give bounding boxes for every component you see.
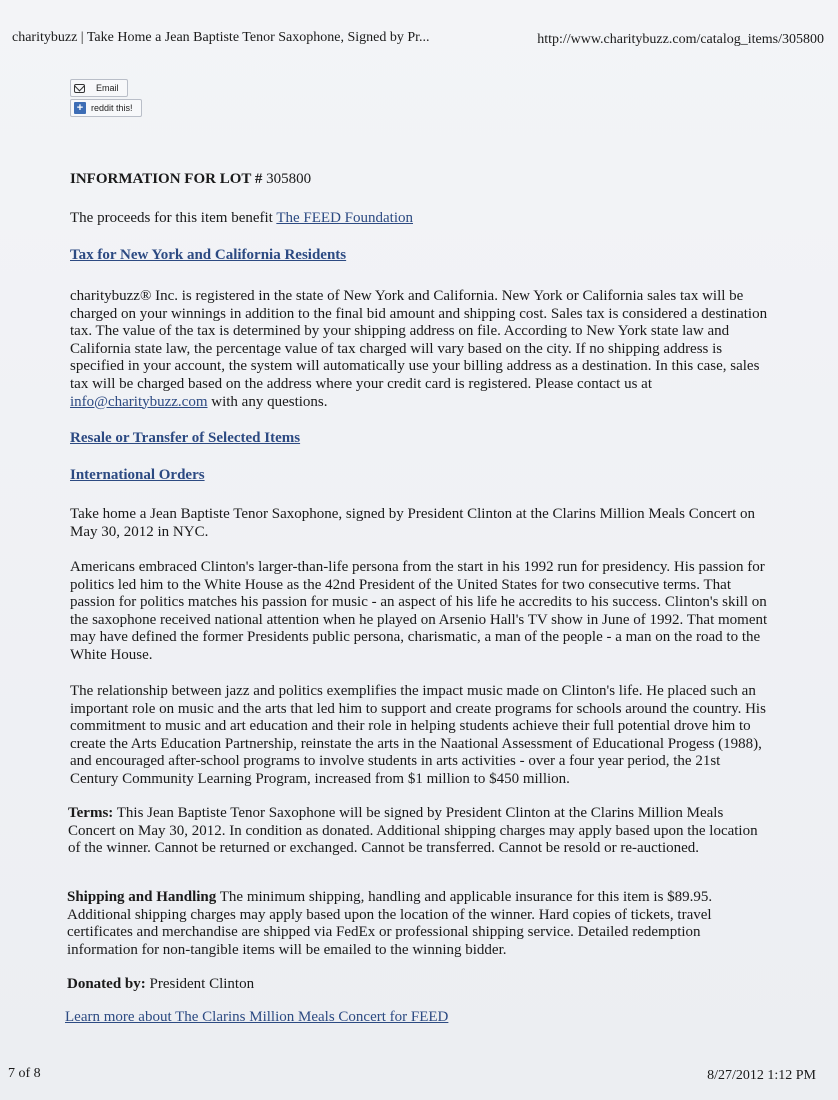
- email-button[interactable]: [70, 79, 128, 97]
- benefit-line: [70, 210, 770, 228]
- jazz-paragraph: The relationship between jazz and politics exemplifies the impact music made on Clinton's life. He placed such an important role on music and the arts that led him to support and create programs for schools around the country. His commitment to music and art education and their role in helping students achieve their full potential drove him to create the Arts Education Partnership, reinstate the arts in the Naational Assessment of Educational Progess (1988), and encouraged after-school programs to involve students in arts activities - over a four year period, the 21st Century Community Learning Program, increased from $1 million to $450 million.: [70, 683, 766, 787]
- donor-line: [67, 976, 767, 994]
- email-button-label: Email: [96, 83, 119, 93]
- tax-body-end: with any questions.: [211, 393, 328, 410]
- resale-block: [70, 430, 770, 448]
- tax-heading-link[interactable]: Tax for New York and California Residents: [70, 247, 347, 263]
- resale-link[interactable]: Resale or Transfer of Selected Items: [70, 430, 301, 446]
- tax-paragraph: [70, 288, 770, 411]
- intro-paragraph: Take home a Jean Baptiste Tenor Saxophone, signed by President Clinton at the Clarins Million Meals Concert on May 30, 2012 in NYC.: [70, 506, 756, 540]
- page-number: 7 of 8: [8, 1066, 41, 1081]
- reddit-button[interactable]: [70, 99, 142, 117]
- shipping-paragraph: [67, 889, 767, 959]
- terms-paragraph: [68, 805, 768, 858]
- clinton-paragraph: Americans embraced Clinton's larger-than-life persona from the start in his 1992 run for presidency. His passion for politics led him to the White House as the 42nd President of the United States for two consecutive terms. That passion for politics matches his passion for music - an aspect of his life he accredits to his success. Clinton's skill on the saxophone received national attention when he played on Arsenio Hall's TV show in June of 1992. That moment may have defined the former Presidents public persona, charismatic, a man of the people - a man on the road to the White House.: [70, 559, 768, 663]
- international-block: [70, 467, 770, 485]
- tax-body: charitybuzz® Inc. is registered in the state of New York and California. New York or California sales tax will be charged on your winnings in addition to the final bid amount and shipping cost. Sales tax is considered a destination tax. The value of the tax is determined by your shipping address on file. According to New York state law and California state law, the percentage value of tax charged will vary based on the city. If no shipping address is specified in your account, the system will automatically use your billing address as a destination. In this case, sales tax will be charged based on the address where your credit card is registered. Please contact us at: [70, 288, 768, 392]
- envelope-icon: [74, 84, 85, 93]
- shipping-text: The minimum shipping, handling and applicable insurance for this item is $89.95. Additional shipping charges may apply based upon the location of the winner. Hard copies of tickets, travel certificates and merchandise are shipped via FedEx or professional shipping service. Detailed redemption information for non-tangible items will be emailed to the winning bidder.: [67, 889, 713, 958]
- international-orders-link[interactable]: International Orders: [70, 467, 205, 483]
- tax-heading-block: [70, 247, 770, 265]
- email-share-row: [70, 79, 128, 97]
- terms-text: This Jean Baptiste Tenor Saxophone will be signed by President Clinton at the Clarins Million Meals Concert on May 30, 2012. In condition as donated. Additional shipping charges may apply based upon the location of the winner. Cannot be returned or exchanged. Cannot be transferred. Cannot be resold or re-auctioned.: [68, 805, 758, 857]
- page-title-header: charitybuzz | Take Home a Jean Baptiste Tenor Saxophone, Signed by Pr...: [12, 30, 430, 45]
- lot-number: 305800: [266, 171, 312, 187]
- shipping-label: Shipping and Handling: [67, 889, 217, 905]
- reddit-button-label: reddit this!: [91, 103, 133, 113]
- plus-icon: +: [74, 102, 86, 114]
- print-datetime: 8/27/2012 1:12 PM: [707, 1068, 816, 1083]
- feed-foundation-link[interactable]: The FEED Foundation: [276, 210, 413, 226]
- donor-name: President Clinton: [149, 976, 255, 992]
- lot-heading-prefix: INFORMATION FOR LOT #: [70, 171, 263, 187]
- donor-label: Donated by:: [67, 976, 146, 992]
- benefit-text: The proceeds for this item benefit: [70, 210, 273, 226]
- learn-more-block: [65, 1009, 785, 1027]
- terms-label: Terms:: [68, 805, 114, 821]
- lot-heading: [70, 171, 770, 189]
- reddit-share-row: [70, 99, 142, 117]
- contact-email-link[interactable]: info@charitybuzz.com: [70, 393, 208, 410]
- page-url-header: http://www.charitybuzz.com/catalog_items/305800: [537, 32, 824, 47]
- learn-more-link[interactable]: Learn more about The Clarins Million Meals Concert for FEED: [65, 1009, 449, 1025]
